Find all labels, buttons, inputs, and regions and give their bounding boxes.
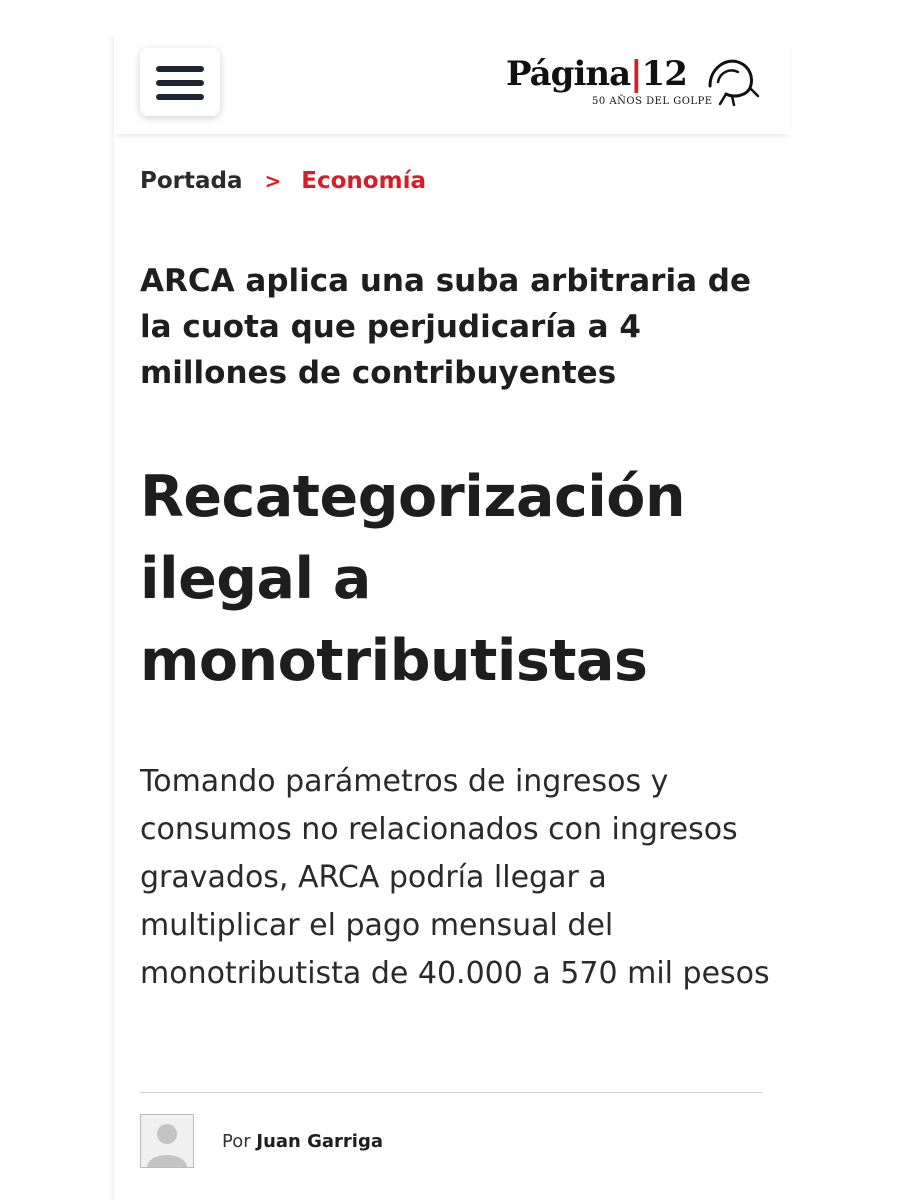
hamburger-menu-icon-bar bbox=[156, 94, 204, 100]
byline-divider bbox=[140, 1092, 762, 1093]
menu-button[interactable] bbox=[140, 48, 220, 116]
article-summary: Tomando parámetros de ingresos y consumos no relacionados con ingresos gravados, ARCA podría llegar a multiplicar el pago mensual del monotributista de 40.000 a 570 mil pesos bbox=[140, 764, 770, 991]
hamburger-menu-icon bbox=[156, 66, 204, 72]
site-logo[interactable] bbox=[506, 54, 761, 114]
logo-tagline: 50 AÑOS DEL GOLPE bbox=[592, 96, 713, 107]
logo-number: 12 bbox=[641, 54, 687, 94]
article-kicker: ARCA aplica una suba arbitraria de la cuota que perjudicaría a 4 millones de contribuyentes bbox=[140, 263, 752, 391]
article-headline: Recategorización ilegal a monotributistas bbox=[140, 464, 686, 694]
logo-wordmark bbox=[506, 54, 687, 94]
byline-prefix: Por bbox=[222, 1130, 251, 1152]
chevron-right-icon: > bbox=[264, 169, 282, 193]
site-header bbox=[114, 36, 790, 134]
author-name-link[interactable]: Juan Garriga bbox=[256, 1130, 383, 1152]
headscarf-icon bbox=[704, 56, 760, 106]
byline-text bbox=[222, 1131, 383, 1152]
breadcrumb-home-link[interactable]: Portada bbox=[140, 168, 243, 194]
breadcrumb bbox=[140, 164, 426, 198]
author-avatar[interactable] bbox=[140, 1114, 194, 1168]
logo-name: Página bbox=[506, 54, 631, 94]
article-page bbox=[114, 36, 790, 1200]
breadcrumb-section-link[interactable]: Economía bbox=[301, 168, 426, 194]
logo-separator: | bbox=[630, 54, 642, 94]
user-placeholder-icon bbox=[141, 1115, 193, 1167]
article-byline bbox=[140, 1114, 383, 1168]
hamburger-menu-icon-bar bbox=[156, 80, 204, 86]
